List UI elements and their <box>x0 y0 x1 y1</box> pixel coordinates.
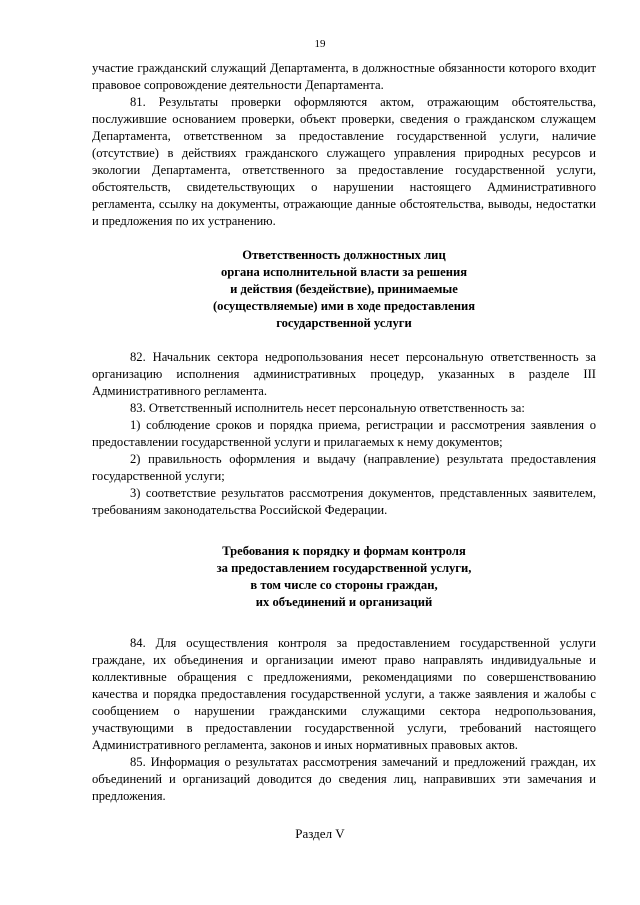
heading-line: Ответственность должностных лиц <box>242 248 446 262</box>
heading-control-requirements <box>132 543 556 611</box>
list-item-1: 1) соблюдение сроков и порядка приема, регистрации и рассмотрения заявления о предоставлении государственной услуги и прилагаемых к нему документов; <box>92 418 596 449</box>
paragraph-84: 84. Для осуществления контроля за предоставлением государственной услуги граждане, их объединения и организации имеют право направлять индивидуальные и коллективные обращения с предложениями, рекомендациями по совершенствованию качества и порядка предоставления государственной услуги, а также заявления и жалобы с сообщением о нарушении гражданскими служащими сектора недропользования, участвующими в предоставлении государственной услуги, требований настоящего Административного регламента, законов и иных нормативных правовых актов. <box>92 636 596 752</box>
heading-line: Требования к порядку и формам контроля <box>222 544 466 558</box>
heading-responsibility <box>132 247 556 332</box>
paragraph-83: 83. Ответственный исполнитель несет персональную ответственность за: <box>130 401 525 415</box>
heading-line: (осуществляемые) ими в ходе предоставления <box>212 299 476 313</box>
paragraph-continuation: участие гражданский служащий Департамента, в должностные обязанности которого входит правовое сопровождение деятельности Департамента. <box>92 61 596 92</box>
heading-line: их объединений и организаций <box>255 595 433 609</box>
heading-line: и действия (бездействие), принимаемые <box>230 282 458 296</box>
list-item-2: 2) правильность оформления и выдачу (направление) результата предоставления государственной услуги; <box>92 452 596 483</box>
heading-line: органа исполнительной власти за решения <box>220 265 468 279</box>
section-title: Раздел V <box>295 826 345 841</box>
heading-line: за предоставлением государственной услуги, <box>216 561 472 575</box>
paragraph-85: 85. Информация о результатах рассмотрения замечаний и предложений граждан, их объединений и организаций доводится до сведения лиц, направивших эти замечания и предложения. <box>92 755 596 803</box>
paragraph-82: 82. Начальник сектора недропользования несет персональную ответственность за организацию исполнения административных процедур, указанных в разделе III Административного регламента. <box>92 350 596 398</box>
list-item-3: 3) соответствие результатов рассмотрения документов, представленных заявителем, требованиям законодательства Российской Федерации. <box>92 486 596 517</box>
page-number: 19 <box>314 38 326 50</box>
paragraph-81: 81. Результаты проверки оформляются актом, отражающим обстоятельства, послужившие основанием проверки, объект проверки, сведения о гражданском служащем Департамента, ответственном за предоставление государственной услуги, наличие (отсутствие) в действиях гражданского служащего управления природных ресурсов и экологии Департамента, ответственного за предоставление государственной услуги, обстоятельств, свидетельствующих о нарушении настоящего Административного регламента, ссылку на документы, отражающие данные обстоятельства, выводы, недостатки и предложения по их устранению. <box>92 95 596 228</box>
heading-line: в том числе со стороны граждан, <box>250 578 438 592</box>
heading-line: государственной услуги <box>276 316 412 330</box>
document-body <box>92 60 596 805</box>
